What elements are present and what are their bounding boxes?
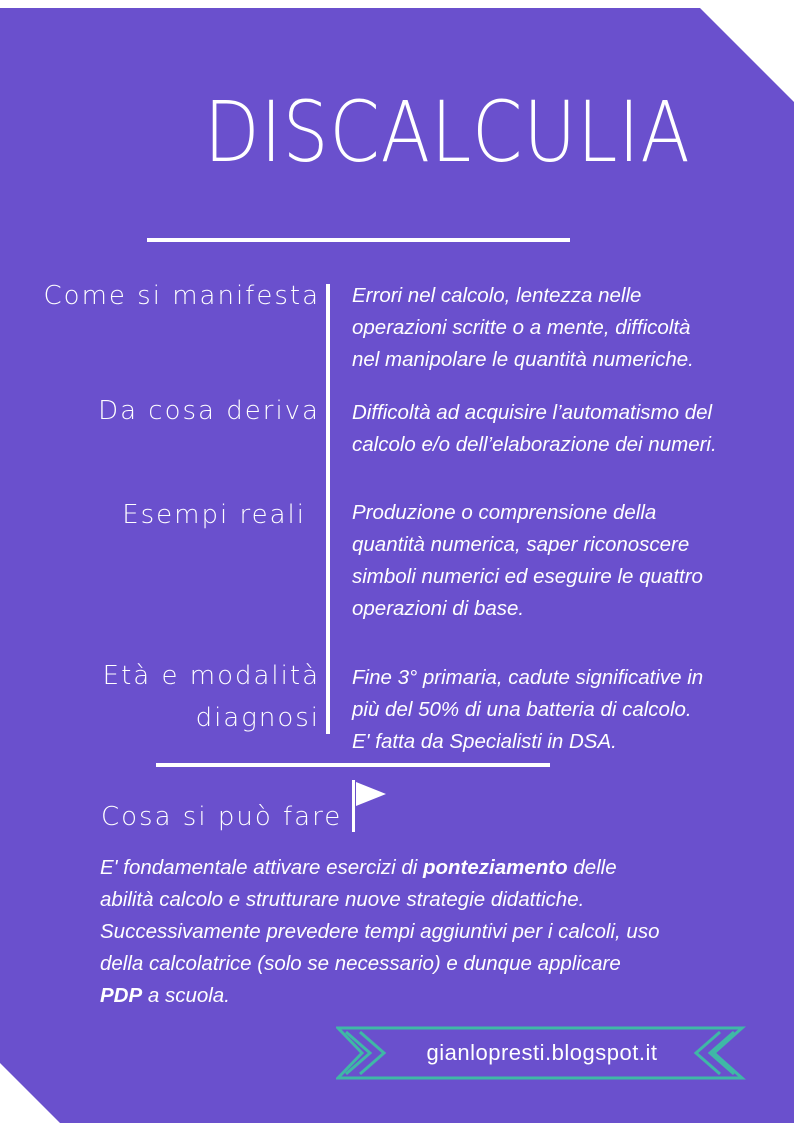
section-text-age-diagnosis: Fine 3° primaria, cadute significative in più del 50% di una batteria di calcolo. E' fatta da Specialisti in DSA. <box>352 666 704 753</box>
what-to-do-heading: Cosa si può fare <box>101 802 343 832</box>
section-label-examples: Esempi reali <box>122 500 306 530</box>
website-link[interactable]: gianlopresti.blogspot.it <box>426 1040 658 1065</box>
section-text-examples: Produzione o comprensione della quantità numerica, saper riconoscere simboli numerici ed eseguire le quattro operazioni di base. <box>352 501 703 620</box>
section-divider <box>156 763 550 767</box>
vertical-divider <box>326 284 330 734</box>
section-text-origin: Difficoltà ad acquisire l’automatismo del calcolo e/o dell’elaborazione dei numeri. <box>352 401 717 456</box>
section-text-manifestation: Errori nel calcolo, lentezza nelle operazioni scritte o a mente, difficoltà nel manipolare le quantità numeriche. <box>352 284 694 371</box>
flag-icon <box>348 778 388 834</box>
title-divider <box>147 238 570 242</box>
section-label-age-diagnosis: Età e modalità diagnosi <box>102 661 320 733</box>
section-label-manifestation: Come si manifesta <box>43 281 320 311</box>
section-label-origin: Da cosa deriva <box>98 396 320 426</box>
page-title: DISCALCULIA <box>204 83 691 181</box>
what-to-do-text: E' fondamentale attivare esercizi di ponteziamento delle abilità calcolo e strutturare nuove strategie didattiche. Successivamente prevedere tempi aggiuntivi per i calcoli, uso della calcolatrice (solo se necessario) e dunque applicare PDP a scuola. <box>100 856 660 1007</box>
